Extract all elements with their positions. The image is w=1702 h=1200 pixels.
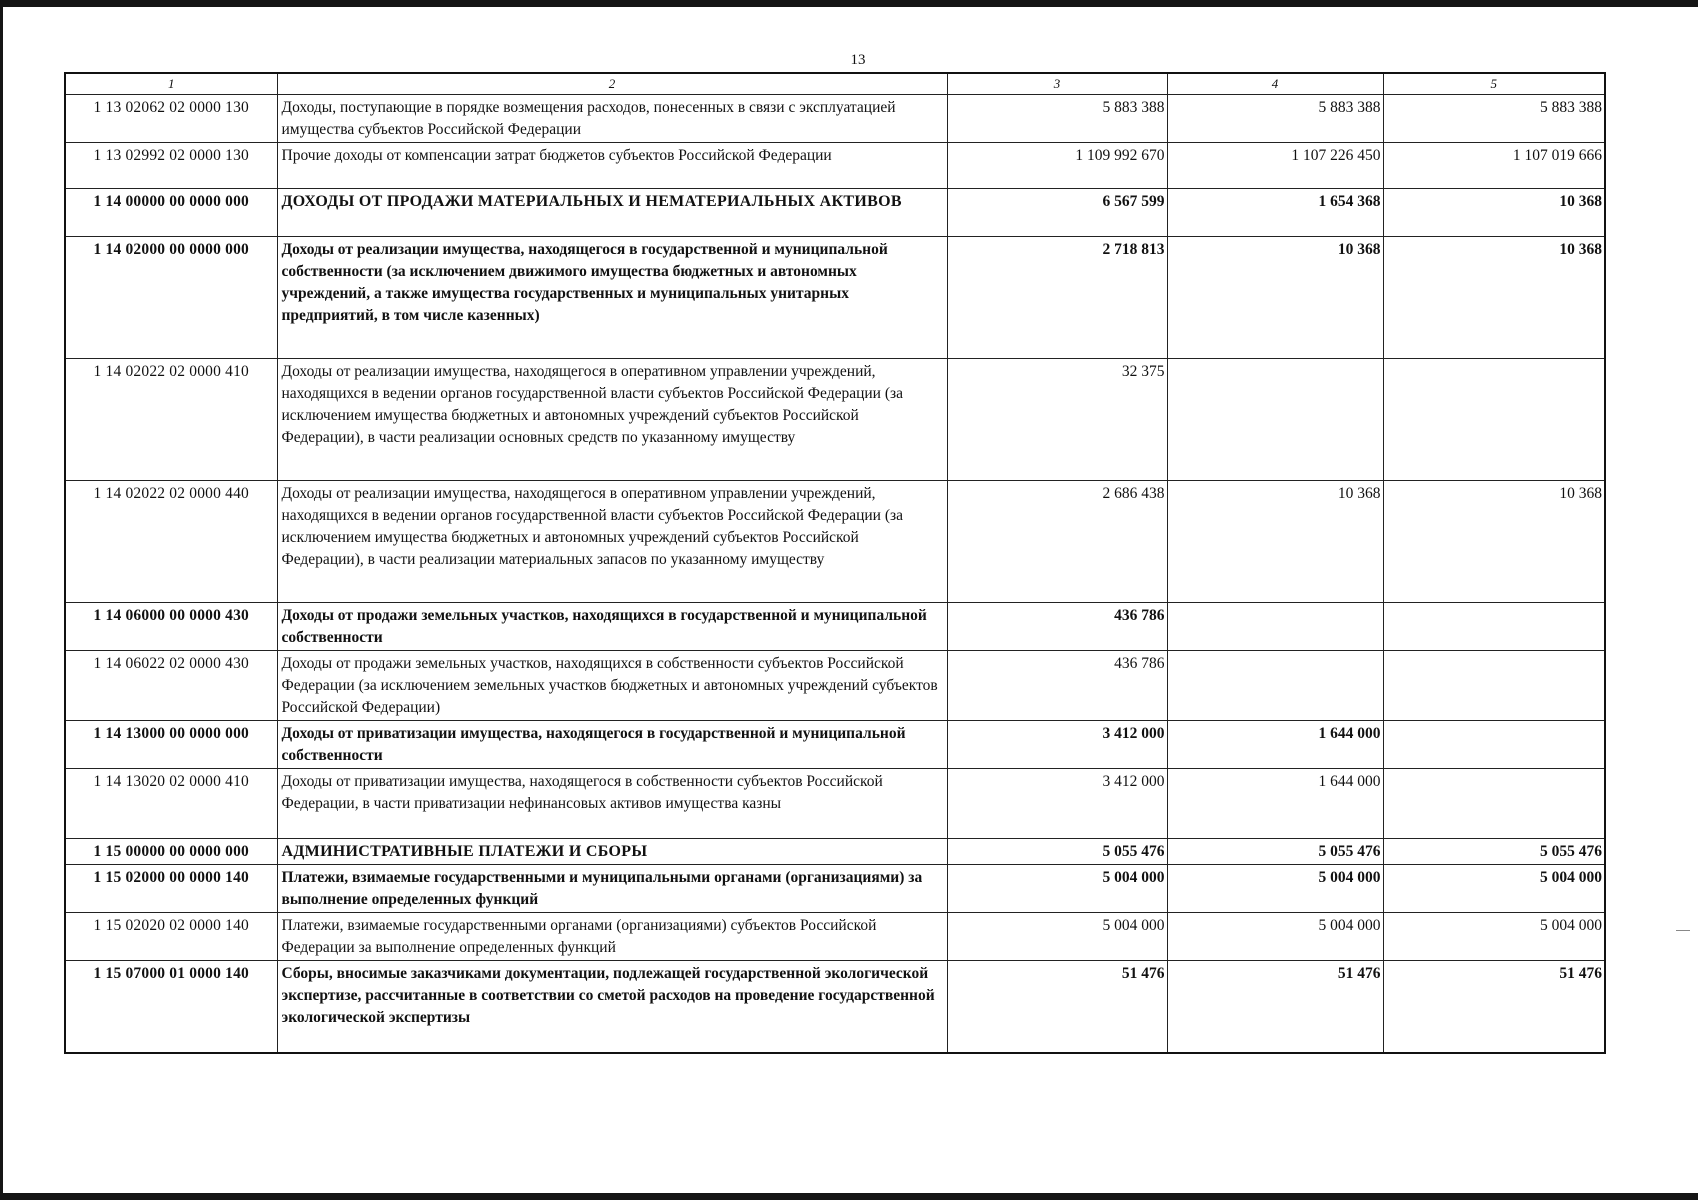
row-name: ДОХОДЫ ОТ ПРОДАЖИ МАТЕРИАЛЬНЫХ И НЕМАТЕРИАЛЬНЫХ АКТИВОВ: [277, 189, 947, 237]
row-code: 1 15 02020 02 0000 140: [65, 913, 277, 961]
row-value-4: 10 368: [1167, 481, 1383, 603]
row-value-5: 51 476: [1383, 961, 1605, 1053]
row-value-3: 6 567 599: [947, 189, 1167, 237]
row-value-3: 3 412 000: [947, 721, 1167, 769]
row-value-4: 10 368: [1167, 237, 1383, 359]
row-value-4: [1167, 603, 1383, 651]
row-value-3: 1 109 992 670: [947, 143, 1167, 189]
row-code: 1 14 13020 02 0000 410: [65, 769, 277, 839]
row-value-5: 5 055 476: [1383, 839, 1605, 865]
row-name: Прочие доходы от компенсации затрат бюджетов субъектов Российской Федерации: [277, 143, 947, 189]
row-value-3: 32 375: [947, 359, 1167, 481]
row-name: Доходы от продажи земельных участков, находящихся в собственности субъектов Российской Федерации (за исключением земельных участков бюджетных и автономных учреждений субъектов Российской Федерации): [277, 651, 947, 721]
table-row: [65, 839, 1605, 865]
table-row: [65, 651, 1605, 721]
row-value-4: [1167, 651, 1383, 721]
table-row: [65, 95, 1605, 143]
row-code: 1 13 02062 02 0000 130: [65, 95, 277, 143]
row-value-4: 51 476: [1167, 961, 1383, 1053]
row-value-5: [1383, 769, 1605, 839]
row-value-5: 1 107 019 666: [1383, 143, 1605, 189]
row-value-5: 10 368: [1383, 481, 1605, 603]
row-value-5: 5 004 000: [1383, 913, 1605, 961]
row-code: 1 14 02022 02 0000 410: [65, 359, 277, 481]
row-name: Доходы от реализации имущества, находящегося в государственной и муниципальной собственности (за исключением движимого имущества бюджетных и автономных учреждений, а также имущества государственных и муниципальных унитарных предприятий, в том числе казенных): [277, 237, 947, 359]
row-value-3: 5 004 000: [947, 913, 1167, 961]
table-row: [65, 359, 1605, 481]
row-code: 1 14 02022 02 0000 440: [65, 481, 277, 603]
row-name: Доходы, поступающие в порядке возмещения расходов, понесенных в связи с эксплуатацией имущества субъектов Российской Федерации: [277, 95, 947, 143]
column-header-5: 5: [1383, 73, 1605, 95]
row-value-5: [1383, 359, 1605, 481]
table-row: [65, 865, 1605, 913]
row-value-5: 10 368: [1383, 237, 1605, 359]
scan-edge-left: [0, 0, 3, 1200]
row-value-3: 2 686 438: [947, 481, 1167, 603]
column-header-3: 3: [947, 73, 1167, 95]
column-header-2: 2: [277, 73, 947, 95]
row-code: 1 13 02992 02 0000 130: [65, 143, 277, 189]
row-value-3: 436 786: [947, 651, 1167, 721]
row-code: 1 14 06022 02 0000 430: [65, 651, 277, 721]
row-code: 1 14 00000 00 0000 000: [65, 189, 277, 237]
scan-edge-top: [0, 0, 1702, 7]
row-code: 1 15 00000 00 0000 000: [65, 839, 277, 865]
row-name: Доходы от приватизации имущества, находящегося в собственности субъектов Российской Федерации, в части приватизации нефинансовых активов имущества казны: [277, 769, 947, 839]
row-name: Доходы от продажи земельных участков, находящихся в государственной и муниципальной собственности: [277, 603, 947, 651]
row-value-3: 3 412 000: [947, 769, 1167, 839]
row-name: Платежи, взимаемые государственными органами (организациями) субъектов Российской Федерации за выполнение определенных функций: [277, 913, 947, 961]
scan-edge-bottom: [0, 1193, 1702, 1200]
row-code: 1 14 06000 00 0000 430: [65, 603, 277, 651]
table-row: [65, 961, 1605, 1053]
row-code: 1 14 02000 00 0000 000: [65, 237, 277, 359]
table-row: [65, 721, 1605, 769]
row-value-4: 5 004 000: [1167, 865, 1383, 913]
scan-edge-right: [1698, 0, 1702, 1200]
row-name: Доходы от реализации имущества, находящегося в оперативном управлении учреждений, находящихся в ведении органов государственной власти субъектов Российской Федерации (за исключением имущества бюджетных и автономных учреждений субъектов Российской Федерации), в части реализации основных средств по указанному имуществу: [277, 359, 947, 481]
row-value-4: 5 004 000: [1167, 913, 1383, 961]
table-header-row: [65, 73, 1605, 95]
table-row: [65, 481, 1605, 603]
row-value-4: 5 883 388: [1167, 95, 1383, 143]
table-row: [65, 769, 1605, 839]
scan-margin-mark: [1676, 930, 1690, 931]
row-code: 1 15 02000 00 0000 140: [65, 865, 277, 913]
row-value-4: 1 107 226 450: [1167, 143, 1383, 189]
page-number: 13: [850, 52, 866, 68]
row-name: Доходы от приватизации имущества, находящегося в государственной и муниципальной собственности: [277, 721, 947, 769]
row-value-5: [1383, 603, 1605, 651]
column-header-4: 4: [1167, 73, 1383, 95]
row-value-3: 2 718 813: [947, 237, 1167, 359]
budget-revenue-table: [64, 72, 1606, 1054]
row-name: Платежи, взимаемые государственными и муниципальными органами (организациями) за выполнение определенных функций: [277, 865, 947, 913]
table-row: [65, 189, 1605, 237]
table-body: [65, 95, 1605, 1053]
row-value-3: 5 004 000: [947, 865, 1167, 913]
row-value-4: 1 644 000: [1167, 721, 1383, 769]
table-row: [65, 143, 1605, 189]
row-value-3: 436 786: [947, 603, 1167, 651]
row-name: Доходы от реализации имущества, находящегося в оперативном управлении учреждений, находящихся в ведении органов государственной власти субъектов Российской Федерации (за исключением имущества бюджетных и автономных учреждений субъектов Российской Федерации), в части реализации материальных запасов по указанному имуществу: [277, 481, 947, 603]
table-row: [65, 237, 1605, 359]
table-row: [65, 913, 1605, 961]
table-row: [65, 603, 1605, 651]
row-value-3: 51 476: [947, 961, 1167, 1053]
row-name: АДМИНИСТРАТИВНЫЕ ПЛАТЕЖИ И СБОРЫ: [277, 839, 947, 865]
row-value-3: 5 055 476: [947, 839, 1167, 865]
row-value-3: 5 883 388: [947, 95, 1167, 143]
row-value-5: 5 004 000: [1383, 865, 1605, 913]
row-value-5: [1383, 651, 1605, 721]
row-value-5: [1383, 721, 1605, 769]
row-value-4: 1 654 368: [1167, 189, 1383, 237]
row-value-5: 5 883 388: [1383, 95, 1605, 143]
column-header-1: 1: [65, 73, 277, 95]
row-value-4: 5 055 476: [1167, 839, 1383, 865]
row-value-5: 10 368: [1383, 189, 1605, 237]
row-name: Сборы, вносимые заказчиками документации, подлежащей государственной экологической экспертизе, рассчитанные в соответствии со сметой расходов на проведение государственной экологической экспертизы: [277, 961, 947, 1053]
row-value-4: 1 644 000: [1167, 769, 1383, 839]
row-code: 1 15 07000 01 0000 140: [65, 961, 277, 1053]
row-code: 1 14 13000 00 0000 000: [65, 721, 277, 769]
row-value-4: [1167, 359, 1383, 481]
